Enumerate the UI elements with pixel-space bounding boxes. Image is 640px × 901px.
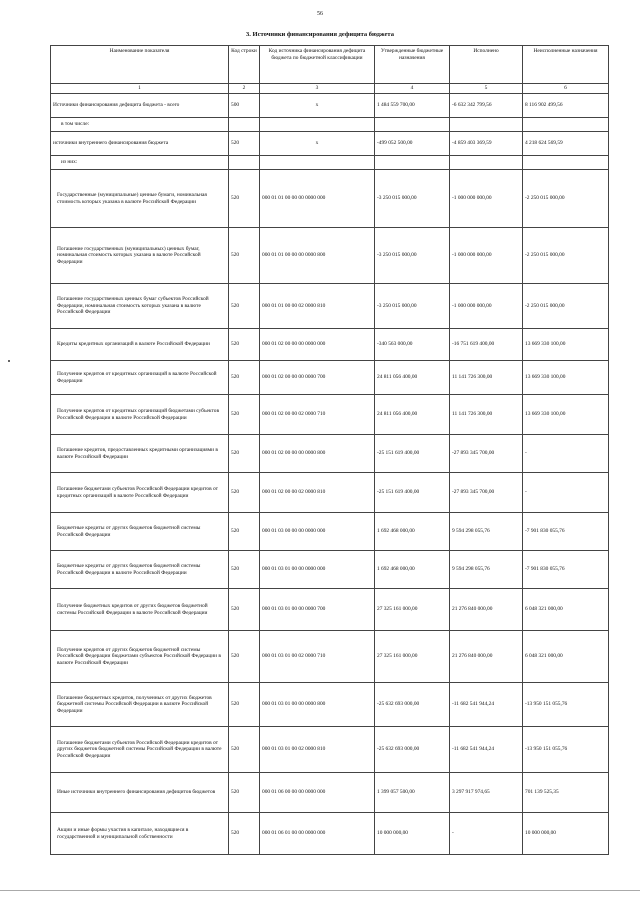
row-source-code-cell: 000 01 01 00 00 02 0000 810 — [260, 284, 375, 329]
financing-sources-table — [50, 45, 609, 855]
row-unexecuted-cell: 13 669 330 100,00 — [523, 395, 609, 435]
scan-mark — [8, 360, 10, 362]
row-code-cell — [229, 156, 260, 170]
row-source-code-cell: 000 01 02 00 00 00 0000 000 — [260, 329, 375, 361]
row-source-code-cell: 000 01 01 00 00 00 0000 000 — [260, 170, 375, 228]
table-row — [51, 727, 609, 773]
row-approved-cell — [375, 156, 450, 170]
table-row — [51, 435, 609, 473]
row-approved-cell: -25 632 693 000,00 — [375, 727, 450, 773]
table-row — [51, 473, 609, 513]
row-code-cell: 520 — [229, 727, 260, 773]
row-source-code-cell: 000 01 02 00 00 02 0000 810 — [260, 473, 375, 513]
row-code-cell — [229, 118, 260, 132]
row-executed-cell: -11 682 541 944,24 — [450, 727, 523, 773]
row-unexecuted-cell: 6 048 321 000,00 — [523, 589, 609, 631]
row-approved-cell: 24 811 056 400,00 — [375, 395, 450, 435]
column-number: 6 — [523, 84, 609, 94]
row-approved-cell: 1 692 468 000,00 — [375, 551, 450, 589]
row-executed-cell: -4 859 403 369,59 — [450, 132, 523, 156]
row-unexecuted-cell: 13 669 330 100,00 — [523, 361, 609, 395]
column-number: 2 — [229, 84, 260, 94]
row-source-code-cell: 000 01 06 00 00 00 0000 000 — [260, 773, 375, 813]
row-unexecuted-cell: - — [523, 435, 609, 473]
table-row — [51, 551, 609, 589]
row-source-code-cell: 000 01 02 00 00 02 0000 710 — [260, 395, 375, 435]
row-executed-cell: -6 632 342 799,56 — [450, 94, 523, 118]
row-approved-cell: 1 484 559 700,00 — [375, 94, 450, 118]
row-source-code-cell — [260, 156, 375, 170]
row-name-cell: Погашение кредитов, предоставленных кредитными организациями в валюте Российской Федерации — [51, 435, 229, 473]
row-code-cell: 520 — [229, 284, 260, 329]
row-name-cell: в том числе: — [51, 118, 229, 132]
row-approved-cell: -3 250 015 000,00 — [375, 170, 450, 228]
row-code-cell: 520 — [229, 435, 260, 473]
row-code-cell: 520 — [229, 170, 260, 228]
page-bottom-rule — [0, 890, 640, 891]
row-approved-cell: -25 151 619 400,00 — [375, 473, 450, 513]
row-source-code-cell: 000 01 03 01 00 02 0000 710 — [260, 631, 375, 683]
column-number: 4 — [375, 84, 450, 94]
row-source-code-cell: 000 01 02 00 00 00 0000 800 — [260, 435, 375, 473]
row-code-cell: 520 — [229, 473, 260, 513]
header-approved: Утвержденные бюджетные назначения — [375, 46, 450, 84]
row-source-code-cell: 000 01 01 00 00 00 0000 800 — [260, 228, 375, 284]
row-name-cell: Получение бюджетных кредитов от других бюджетов бюджетной системы Российской Федерации в валюте Российской Федерации — [51, 589, 229, 631]
table-row — [51, 395, 609, 435]
row-code-cell: 520 — [229, 513, 260, 551]
row-unexecuted-cell: 10 000 000,00 — [523, 813, 609, 855]
row-approved-cell: 10 000 000,00 — [375, 813, 450, 855]
row-name-cell: Получение кредитов от кредитных организаций в валюте Российской Федерации — [51, 361, 229, 395]
row-source-code-cell — [260, 118, 375, 132]
row-executed-cell: 11 141 726 300,00 — [450, 395, 523, 435]
row-unexecuted-cell: 13 669 330 100,00 — [523, 329, 609, 361]
table-row — [51, 329, 609, 361]
row-code-cell: 500 — [229, 94, 260, 118]
row-approved-cell: -499 052 500,00 — [375, 132, 450, 156]
row-name-cell: Кредиты кредитных организаций в валюте Российской Федерации — [51, 329, 229, 361]
row-executed-cell: -16 751 619 400,00 — [450, 329, 523, 361]
row-executed-cell: 9 594 298 055,76 — [450, 513, 523, 551]
row-executed-cell: -1 000 000 000,00 — [450, 170, 523, 228]
row-source-code-cell: 000 01 03 00 00 00 0000 000 — [260, 513, 375, 551]
row-unexecuted-cell: -7 901 830 055,76 — [523, 551, 609, 589]
row-name-cell: Погашение бюджетных кредитов, полученных от других бюджетов бюджетной системы Российской Федерации в валюте Российской Федерации — [51, 683, 229, 727]
row-executed-cell — [450, 118, 523, 132]
header-code: Код строки — [229, 46, 260, 84]
row-code-cell: 520 — [229, 329, 260, 361]
table-row — [51, 284, 609, 329]
row-code-cell: 520 — [229, 395, 260, 435]
row-unexecuted-cell: -2 250 015 000,00 — [523, 170, 609, 228]
row-name-cell: Погашение государственных ценных бумаг субъектов Российской Федерации, номинальная стоимость которых указана в валюте Российской Федерации — [51, 284, 229, 329]
row-source-code-cell: 000 01 02 00 00 00 0000 700 — [260, 361, 375, 395]
row-unexecuted-cell — [523, 118, 609, 132]
row-executed-cell: -1 000 000 000,00 — [450, 228, 523, 284]
row-approved-cell: 24 811 056 400,00 — [375, 361, 450, 395]
row-approved-cell — [375, 118, 450, 132]
header-executed: Исполнено — [450, 46, 523, 84]
header-name: Наименование показателя — [51, 46, 229, 84]
column-number: 3 — [260, 84, 375, 94]
row-unexecuted-cell: - — [523, 473, 609, 513]
row-executed-cell: -11 682 541 944,24 — [450, 683, 523, 727]
header-source-code: Код источника финансирования дефицита бюджета по бюджетной классификации — [260, 46, 375, 84]
row-code-cell: 520 — [229, 361, 260, 395]
row-code-cell: 520 — [229, 551, 260, 589]
row-source-code-cell: 000 01 06 01 00 00 0000 000 — [260, 813, 375, 855]
row-executed-cell: -1 000 000 000,00 — [450, 284, 523, 329]
row-name-cell: Бюджетные кредиты от других бюджетов бюджетной системы Российской Федерации — [51, 513, 229, 551]
row-approved-cell: 1 399 057 500,00 — [375, 773, 450, 813]
row-executed-cell: 21 276 840 000,00 — [450, 631, 523, 683]
row-executed-cell: -27 893 345 700,00 — [450, 435, 523, 473]
row-approved-cell: 1 692 468 000,00 — [375, 513, 450, 551]
row-executed-cell — [450, 156, 523, 170]
row-approved-cell: -340 563 000,00 — [375, 329, 450, 361]
row-executed-cell: -27 893 345 700,00 — [450, 473, 523, 513]
table-row — [51, 156, 609, 170]
row-approved-cell: 27 325 161 000,00 — [375, 589, 450, 631]
row-name-cell: Погашение бюджетами субъектов Российской Федерации кредитов от других бюджетов бюджетной системы Российской Федерации в валюте Российской Федерации — [51, 727, 229, 773]
row-unexecuted-cell: 701 139 525,35 — [523, 773, 609, 813]
table-row — [51, 813, 609, 855]
row-unexecuted-cell: -7 901 830 055,76 — [523, 513, 609, 551]
row-code-cell: 520 — [229, 589, 260, 631]
table-row — [51, 631, 609, 683]
row-approved-cell: 27 325 161 000,00 — [375, 631, 450, 683]
row-name-cell: Погашение государственных (муниципальных) ценных бумаг, номинальная стоимость которых указана в валюте Российской Федерации — [51, 228, 229, 284]
row-approved-cell: -25 632 693 000,00 — [375, 683, 450, 727]
table-row — [51, 228, 609, 284]
row-code-cell: 520 — [229, 683, 260, 727]
row-unexecuted-cell: -2 250 015 000,00 — [523, 284, 609, 329]
row-name-cell: Иные источники внутреннего финансирования дефицитов бюджетов — [51, 773, 229, 813]
table-row — [51, 132, 609, 156]
row-code-cell: 520 — [229, 631, 260, 683]
row-source-code-cell: x — [260, 132, 375, 156]
table-row — [51, 361, 609, 395]
row-source-code-cell: x — [260, 94, 375, 118]
table-row — [51, 773, 609, 813]
row-unexecuted-cell: -13 950 151 055,76 — [523, 683, 609, 727]
row-unexecuted-cell: 8 116 902 499,56 — [523, 94, 609, 118]
row-name-cell: Акции и иные формы участия в капитале, находящиеся в государственной и муниципальной собственности — [51, 813, 229, 855]
row-name-cell: Источники финансирования дефицита бюджета - всего — [51, 94, 229, 118]
page-number: 56 — [317, 11, 323, 17]
row-name-cell: Получение кредитов от других бюджетов бюджетной системы Российской Федерации бюджетами субъектов Российской Федерации в валюте Российской Федерации — [51, 631, 229, 683]
column-number: 1 — [51, 84, 229, 94]
table-row — [51, 683, 609, 727]
row-name-cell: источники внутреннего финансирования бюджета — [51, 132, 229, 156]
header-unexecuted: Неисполненные назначения — [523, 46, 609, 84]
row-code-cell: 520 — [229, 813, 260, 855]
row-unexecuted-cell — [523, 156, 609, 170]
table-row — [51, 513, 609, 551]
row-unexecuted-cell: 6 048 321 000,00 — [523, 631, 609, 683]
row-executed-cell: 11 141 726 300,00 — [450, 361, 523, 395]
section-title: 3. Источники финансирования дефицита бюджета — [246, 31, 394, 38]
row-name-cell: Бюджетные кредиты от других бюджетов бюджетной системы Российской Федерации в валюте Российской Федерации — [51, 551, 229, 589]
row-approved-cell: -3 250 015 000,00 — [375, 228, 450, 284]
row-name-cell: Погашение бюджетами субъектов Российской Федерации кредитов от кредитных организаций в валюте Российской Федерации — [51, 473, 229, 513]
row-approved-cell: -3 250 015 000,00 — [375, 284, 450, 329]
row-code-cell: 520 — [229, 228, 260, 284]
row-name-cell: Получение кредитов от кредитных организаций бюджетами субъектов Российской Федерации в валюте Российской Федерации — [51, 395, 229, 435]
row-unexecuted-cell: -2 250 015 000,00 — [523, 228, 609, 284]
row-name-cell: Государственные (муниципальные) ценные бумаги, номинальная стоимость которых указана в валюте Российской Федерации — [51, 170, 229, 228]
row-source-code-cell: 000 01 03 01 00 00 0000 700 — [260, 589, 375, 631]
table-row — [51, 94, 609, 118]
row-executed-cell: 21 276 840 000,00 — [450, 589, 523, 631]
table-row — [51, 118, 609, 132]
row-unexecuted-cell: -13 950 151 055,76 — [523, 727, 609, 773]
row-source-code-cell: 000 01 03 01 00 00 0000 000 — [260, 551, 375, 589]
row-code-cell: 520 — [229, 773, 260, 813]
column-number: 5 — [450, 84, 523, 94]
row-name-cell: из них: — [51, 156, 229, 170]
row-code-cell: 520 — [229, 132, 260, 156]
table-row — [51, 589, 609, 631]
table-row — [51, 170, 609, 228]
row-approved-cell: -25 151 619 400,00 — [375, 435, 450, 473]
row-executed-cell: 3 297 917 974,65 — [450, 773, 523, 813]
row-source-code-cell: 000 01 03 01 00 02 0000 810 — [260, 727, 375, 773]
row-executed-cell: 9 594 298 055,76 — [450, 551, 523, 589]
row-unexecuted-cell: 4 218 624 569,59 — [523, 132, 609, 156]
row-executed-cell: - — [450, 813, 523, 855]
row-source-code-cell: 000 01 03 01 00 00 0000 800 — [260, 683, 375, 727]
